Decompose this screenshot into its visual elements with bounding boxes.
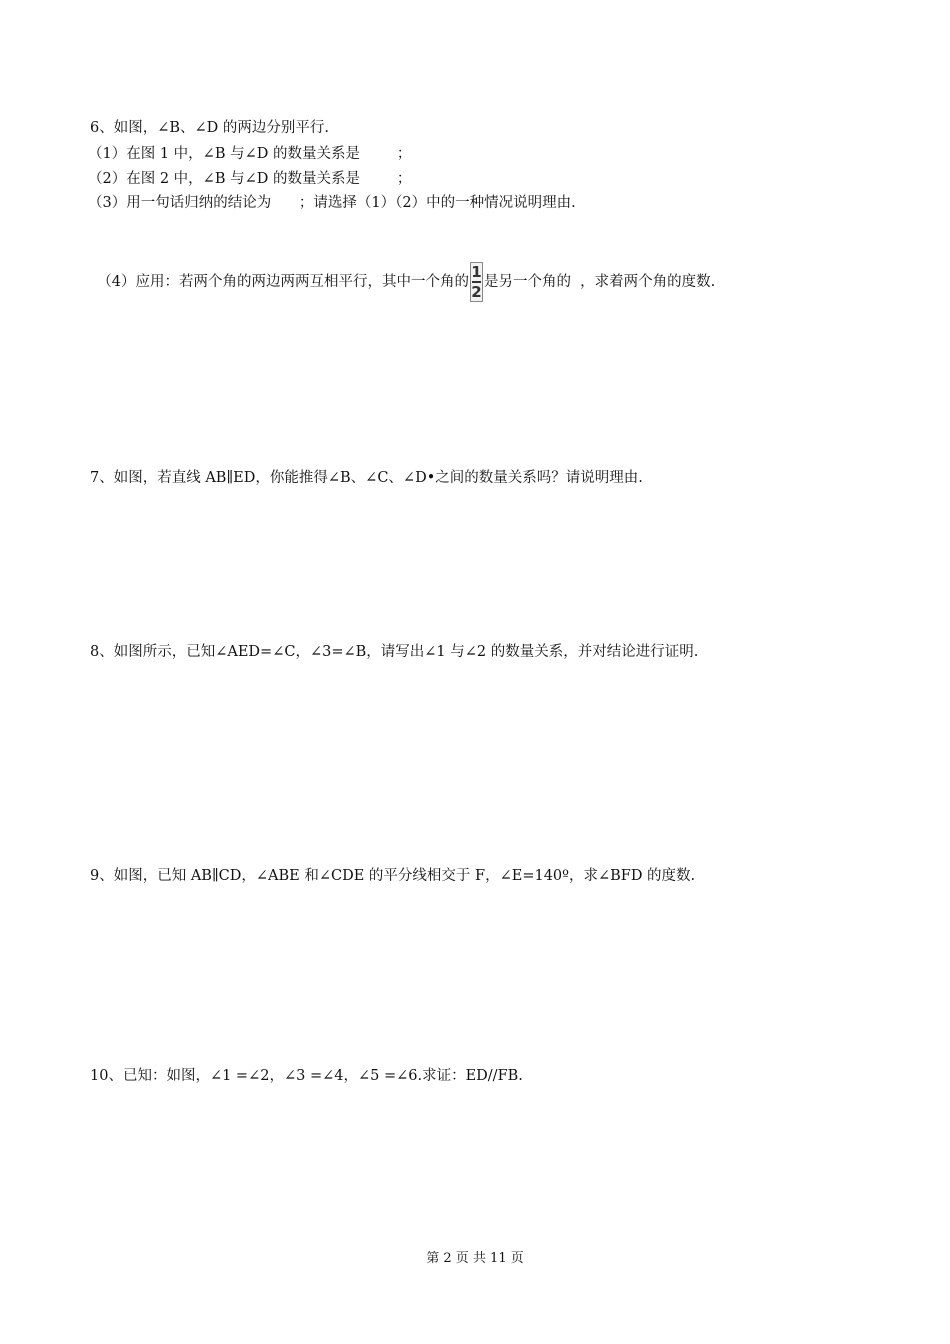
page-footer: 第 2 页 共 11 页: [426, 1251, 524, 1266]
question-10: 10、已知：如图，∠1 =∠2，∠3 =∠4，∠5 =∠6.求证：ED//FB.: [90, 1068, 523, 1084]
question-6-part-4: [88, 219, 715, 303]
question-6-part-4-before: （4）应用：若两个角的两边两两互相平行，其中一个角的: [97, 274, 469, 290]
question-7: 7、如图，若直线 AB∥ED，你能推得∠B、∠C、∠D•之间的数量关系吗？请说明理由.: [90, 470, 643, 486]
question-6-part-1: （1）在图 1 中，∠B 与∠D 的数量关系是 ；: [88, 146, 412, 162]
question-9: 9、如图，已知 AB∥CD，∠ABE 和∠CDE 的平分线相交于 F，∠E=140º，求∠BFD 的度数.: [90, 868, 696, 884]
question-6-stem: 6、如图，∠B、∠D 的两边分别平行.: [90, 120, 330, 136]
question-6-part-4-after: 是另一个角的 ，求着两个角的度数.: [483, 274, 716, 290]
question-6-part-3: （3）用一句话归纳的结论为 ；请选择（1）（2）中的一种情况说明理由.: [88, 195, 576, 211]
fraction-numerator: 1: [471, 263, 482, 282]
question-8: 8、如图所示，已知∠AED=∠C，∠3=∠B，请写出∠1 与∠2 的数量关系，并对结论进行证明.: [90, 644, 699, 660]
fraction-one-half: [470, 262, 483, 302]
fraction-denominator: 2: [471, 282, 482, 301]
question-6-part-2: （2）在图 2 中，∠B 与∠D 的数量关系是 ；: [88, 171, 412, 187]
